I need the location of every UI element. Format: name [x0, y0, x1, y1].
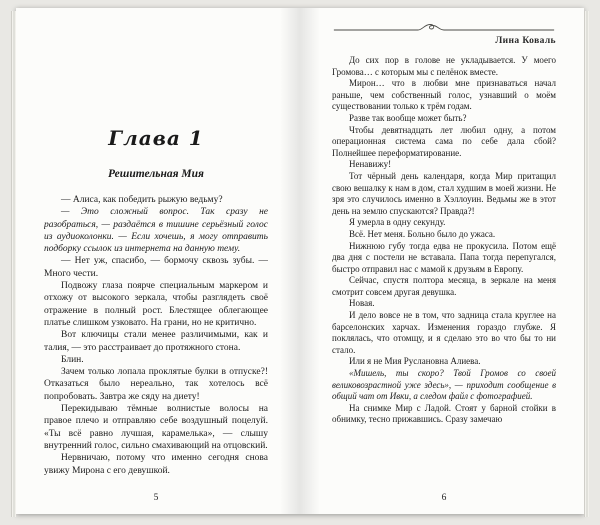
right-page-text-column: [332, 55, 556, 491]
paragraph: Новая.: [349, 298, 375, 309]
paragraph: Нижнюю губу тогда едва не прокусила. Потом ещё два дня с постели не вставала. Папа тогда перепугался, быстро отправил нас с мамой к друзьям в Европу.: [332, 240, 556, 274]
paragraph: — Нет уж, спасибо, — бормочу сквозь зубы. — Много чести.: [44, 256, 268, 279]
paragraph: «Мишель, ты скоро? Твой Громов со своей великовозрастной уже здесь», — приходит сообщение в общий чат от Ивки, а следом файл с фотографией.: [332, 368, 556, 402]
paragraph: Я умерла в одну секунду.: [349, 217, 446, 228]
paragraph: Перекидываю тёмные волнистые волосы на правое плечо и отправляю себе воздушный поцелуй. «Ты всё равно лучшая, карамелька», — слышу внутренний голос, сильно смахивающий на отцовский.: [44, 404, 268, 451]
paragraph: На снимке Мир с Ладой. Стоят у барной стойки в обнимку, тесно прижавшись. Сразу замечаю: [332, 402, 556, 425]
paragraph: Мирон… что в любви мне признаваться начал раньше, чем собственный голос, узнавший о моём существовании только к трём годам.: [332, 78, 556, 112]
paragraph: Вот ключицы стали менее различимыми, как и талия, — это расстраивает до протяжного стона.: [44, 330, 268, 353]
paragraph: Подвожу глаза поярче специальным маркером и отхожу от высокого зеркала, чтобы разглядеть своё отражение в полный рост. Блестящее облегающее платье слишком узковато. На грани, но не критично.: [44, 281, 268, 328]
paragraph: Тот чёрный день календаря, когда Мир притащил свою вешалку к нам в дом, стал худшим в моей жизни. Не зря это случилось именно в Хэллоуин. Ведьмы же в этот день на землю спускаются? Правда?!: [332, 170, 556, 216]
paragraph: — Это сложный вопрос. Так сразу не разобраться, — раздаётся в тишине серьёзный голос из аудиоколонки. — Если хочешь, я могу отправить подборку ссылок из интернета на данную тему.: [44, 207, 268, 255]
paragraph: Сейчас, спустя полтора месяца, в зеркале на меня смотрит совсем другая девушка.: [332, 275, 556, 297]
paragraph: Ненавижу!: [349, 159, 392, 170]
paragraph: Нервничаю, потому что именно сегодня снова увижу Мирона с его девушкой.: [44, 453, 268, 476]
left-page-number: 5: [153, 493, 159, 503]
right-page-number: 6: [441, 493, 447, 503]
paragraph: Блин.: [61, 354, 84, 365]
header-flourish-icon: [332, 22, 556, 33]
paragraph: Всё. Нет меня. Больно было до ужаса.: [349, 228, 496, 239]
paragraph: И дело вовсе не в том, что задница стала круглее на барселонских харчах. Изменения гораздо глубже. Я поклялась, что отомщу, и я сделаю это во что бы то ни стало.: [332, 310, 556, 355]
paragraph: Разве так вообще может быть?: [349, 112, 467, 123]
paragraph: — Алиса, как победить рыжую ведьму?: [61, 195, 223, 205]
right-page[interactable]: [300, 8, 584, 514]
paragraph: Чтобы девятнадцать лет любил одну, а потом операционная система сама по себе дала сбой? Полнейшее переформатирование.: [332, 124, 556, 158]
chapter-subtitle: Решительная Мия: [108, 168, 204, 180]
left-page[interactable]: [16, 8, 300, 514]
chapter-title: Глава 1: [108, 126, 204, 150]
left-page-text-column: [44, 194, 268, 491]
paragraph: Или я не Мия Руслановна Алиева.: [349, 356, 481, 367]
book-spread: [16, 8, 584, 514]
author-header: Лина Коваль: [495, 36, 556, 46]
paragraph: До сих пор в голове не укладывается. У моего Громова… с которым мы с пелёнок вместе.: [332, 55, 556, 77]
paragraph: Зачем только лопала проклятые булки в отпуске?! Отказаться было нереально, так хотелось всё попробовать. Завтра же сяду на диету!: [44, 367, 268, 402]
